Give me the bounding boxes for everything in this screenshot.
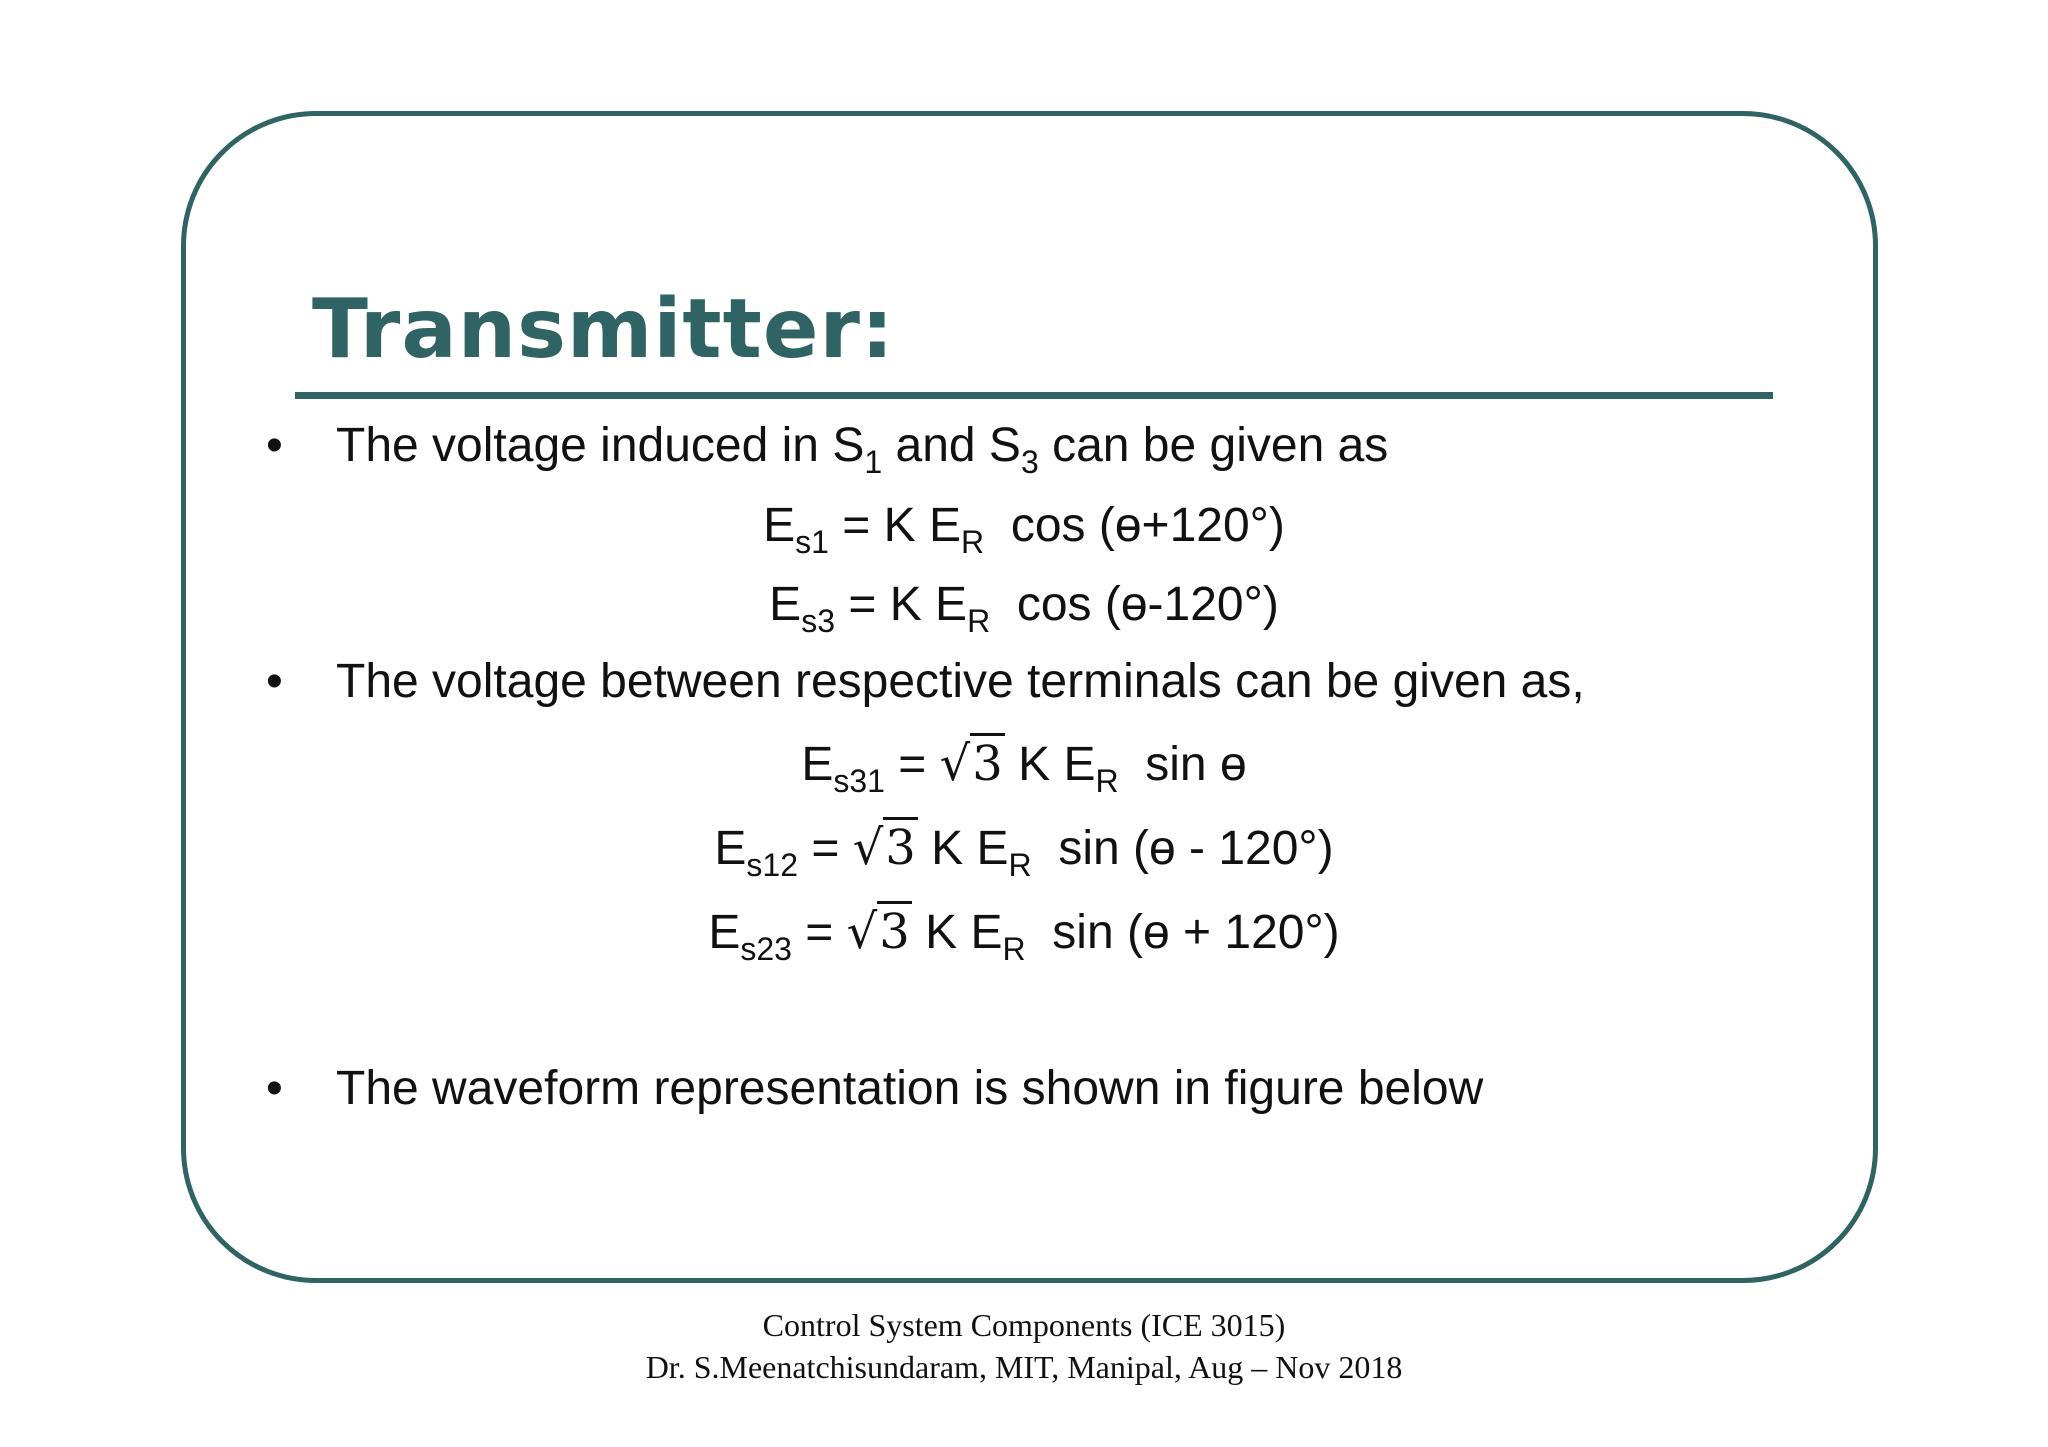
subscript: s12 — [746, 847, 798, 883]
equation-part: cos (ɵ+120°) — [984, 499, 1285, 552]
subscript: R — [1008, 847, 1032, 883]
sqrt-radicand: 3 — [877, 901, 912, 960]
equation-part: K E — [911, 906, 1003, 959]
subscript: s1 — [795, 524, 829, 560]
equation-es23 — [0, 902, 2048, 967]
sqrt-symbol: √ — [852, 820, 884, 876]
footer-author-line: Dr. S.Meenatchisundaram, MIT, Manipal, Aug – Nov 2018 — [645, 1349, 1403, 1385]
bullet-glyph: • — [266, 1062, 283, 1115]
bullet-item-1 — [266, 417, 1389, 480]
subscript: s23 — [740, 931, 792, 967]
equation-symbol: E — [769, 578, 802, 631]
slide-title: Transmitter: — [312, 282, 895, 377]
equation-part: = K E — [828, 499, 962, 552]
bullet-text-part: The voltage induced in S — [336, 419, 865, 472]
bullet-text: The waveform representation is shown in figure below — [336, 1062, 1484, 1115]
subscript: R — [961, 524, 985, 560]
equation-symbol: E — [801, 738, 834, 791]
equation-es1 — [0, 496, 2048, 560]
equation-part: cos (ɵ-120°) — [990, 578, 1279, 631]
equation-es12 — [0, 818, 2048, 883]
bullet-glyph: • — [266, 655, 283, 708]
equation-part: = K E — [834, 578, 968, 631]
equation-symbol: E — [763, 499, 796, 552]
bullet-item-3 — [266, 1060, 1483, 1118]
equation-symbol: E — [708, 906, 741, 959]
equation-symbol: E — [714, 822, 747, 875]
bullet-text: The voltage between respective terminals can be given as, — [336, 655, 1585, 708]
subscript: s3 — [801, 603, 835, 639]
bullet-text-part: can be given as — [1038, 419, 1389, 472]
equation-es3 — [0, 575, 2048, 639]
equation-part: K E — [917, 822, 1009, 875]
equals-sign: = — [797, 822, 853, 875]
subscript: 1 — [864, 444, 883, 480]
subscript: s31 — [833, 763, 885, 799]
equation-part: sin (ɵ + 120°) — [1025, 906, 1340, 959]
sqrt-radicand: 3 — [970, 733, 1005, 792]
bullet-text-part: and S — [882, 419, 1021, 472]
bullet-item-2 — [266, 653, 1585, 711]
equation-es31 — [0, 734, 2048, 799]
title-underline — [295, 392, 1773, 399]
equals-sign: = — [791, 906, 847, 959]
subscript: R — [967, 603, 991, 639]
sqrt-symbol: √ — [846, 904, 878, 960]
sqrt-symbol: √ — [939, 736, 971, 792]
bullet-glyph: • — [266, 419, 283, 472]
footer-course-line: Control System Components (ICE 3015) — [762, 1307, 1286, 1343]
bullet-text — [336, 419, 1389, 480]
equation-part: sin ɵ — [1118, 738, 1247, 791]
equation-part: K E — [1004, 738, 1096, 791]
equation-part: sin (ɵ - 120°) — [1031, 822, 1334, 875]
subscript: 3 — [1020, 444, 1039, 480]
subscript: R — [1002, 931, 1026, 967]
sqrt-radicand: 3 — [883, 817, 918, 876]
equals-sign: = — [884, 738, 940, 791]
subscript: R — [1095, 763, 1119, 799]
